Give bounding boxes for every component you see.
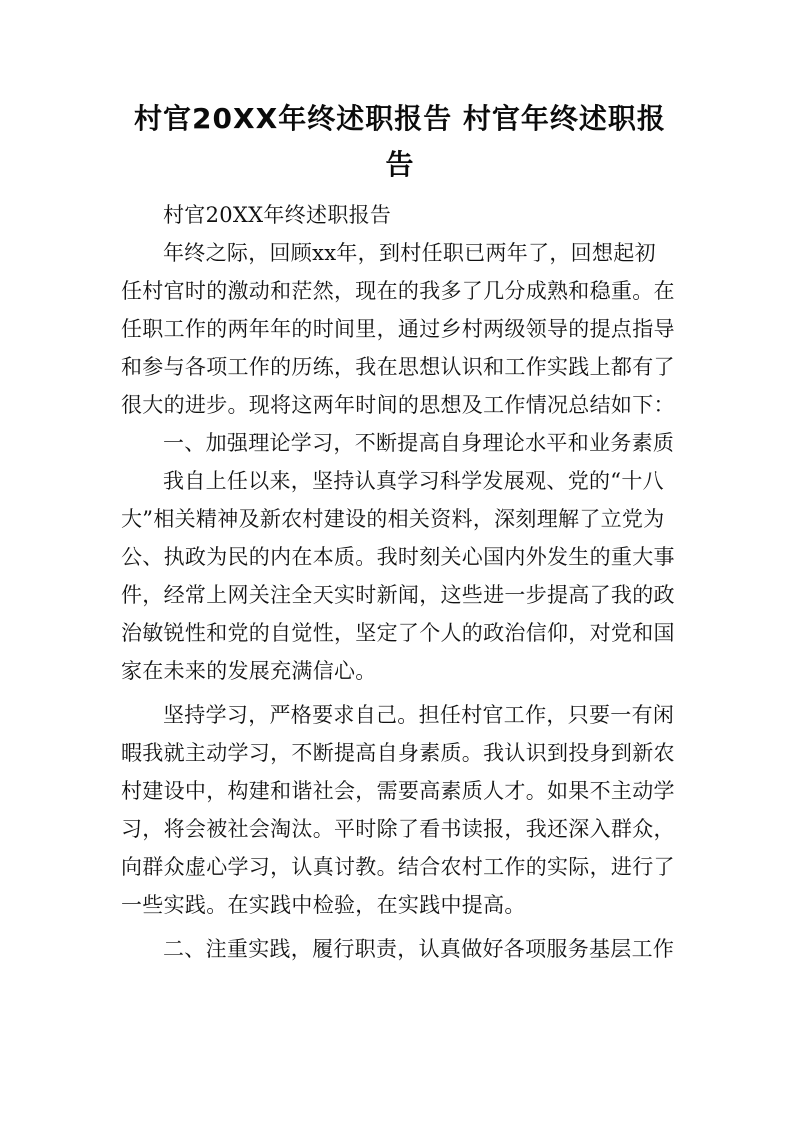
paragraph-2-line-2: 大”相关精神及新农村建设的相关资料，深刻理解了立党为 <box>121 507 665 531</box>
paragraph-1-line-1: 年终之际，回顾xx年，到村任职已两年了，回想起初 <box>163 241 656 265</box>
section-heading-2: 二、注重实践，履行职责，认真做好各项服务基层工作 <box>163 937 675 961</box>
paragraph-2-line-4: 件，经常上网关注全天实时新闻，这些进一步提高了我的政 <box>121 583 675 607</box>
paragraph-1-line-3: 任职工作的两年年的时间里，通过乡村两级领导的提点指导 <box>121 317 675 341</box>
subtitle-line: 村官20XX年终述职报告 <box>163 203 392 227</box>
paragraph-2-line-6: 家在未来的发展充满信心。 <box>121 659 377 683</box>
paragraph-3-line-5: 向群众虚心学习，认真讨教。结合农村工作的实际，进行了 <box>121 855 675 879</box>
paragraph-3-line-1: 坚持学习，严格要求自己。担任村官工作，只要一有闲 <box>163 703 675 727</box>
paragraph-3-line-4: 习，将会被社会淘汰。平时除了看书读报，我还深入群众， <box>121 817 675 841</box>
section-heading-1: 一、加强理论学习，不断提高自身理论水平和业务素质 <box>163 431 675 455</box>
paragraph-2-line-3: 公、执政为民的内在本质。我时刻关心国内外发生的重大事 <box>121 545 675 569</box>
document-body <box>121 196 683 968</box>
paragraph-2-line-5: 治敏锐性和党的自觉性，坚定了个人的政治信仰，对党和国 <box>121 621 675 645</box>
paragraph-3-line-3: 村建设中，构建和谐社会，需要高素质人才。如果不主动学 <box>121 779 675 803</box>
title-line-2: 告 <box>385 148 415 181</box>
paragraph-1-line-2: 任村官时的激动和茫然，现在的我多了几分成熟和稳重。在 <box>121 279 675 303</box>
paragraph-2-line-1: 我自上任以来，坚持认真学习科学发展观、党的“十八 <box>163 469 664 493</box>
paragraph-3-line-6: 一些实践。在实践中检验，在实践中提高。 <box>121 893 526 917</box>
paragraph-1-line-5: 很大的进步。现将这两年时间的思想及工作情况总结如下： <box>121 393 675 417</box>
paragraph-1-line-4: 和参与各项工作的历练，我在思想认识和工作实践上都有了 <box>121 355 675 379</box>
title-line-1: 村官20XX年终述职报告 村官年终述职报 <box>134 102 666 135</box>
paragraph-3-line-2: 暇我就主动学习，不断提高自身素质。我认识到投身到新农 <box>121 741 675 765</box>
document-title <box>110 96 690 188</box>
